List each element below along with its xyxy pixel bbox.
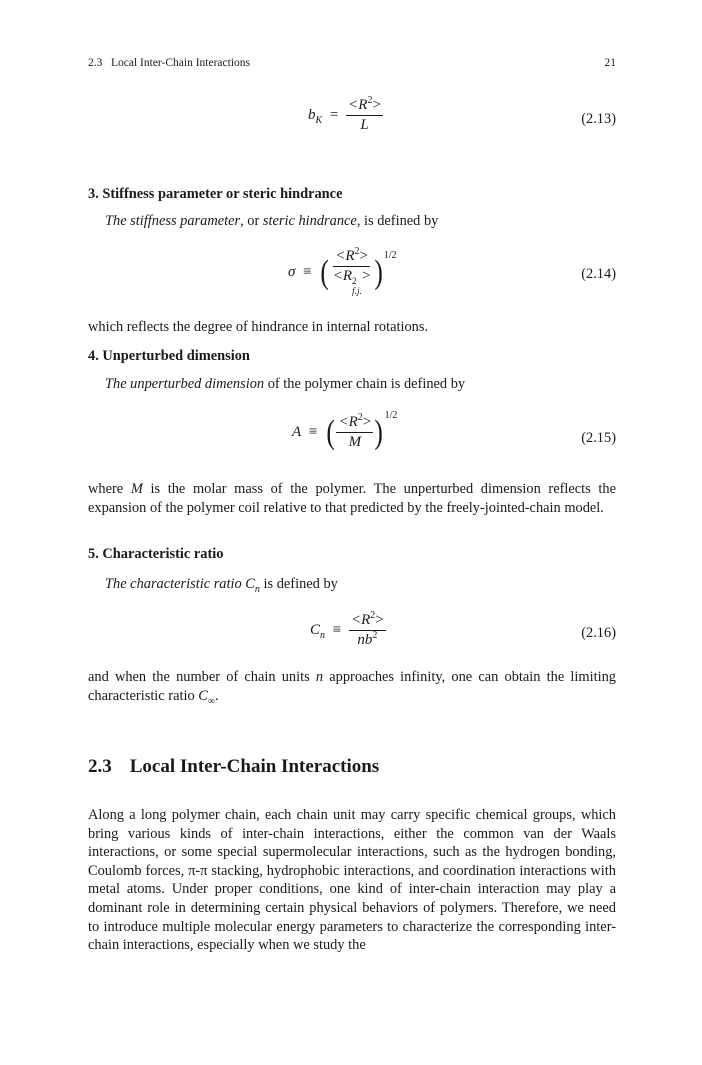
left-paren: (: [320, 253, 330, 291]
eq-exponent: 2: [354, 246, 360, 257]
eq-operator: ≡: [308, 423, 318, 440]
text: , is defined by: [356, 213, 439, 229]
eq-numerator: <R: [338, 414, 358, 430]
eq-operator: ≡: [332, 621, 342, 638]
eq-bracket: >: [362, 414, 372, 430]
right-paren: ): [374, 413, 384, 451]
equation-label-2-16: (2.16): [581, 625, 616, 641]
item-4-after: [88, 480, 616, 517]
section-title: Local Inter-Chain Interactions: [129, 756, 380, 777]
body-paragraph: Along a long polymer chain, each chain unit may carry specific chemical groups, which bring various kinds of inter-chain interactions, either the common van der Waals interactions, or some special supermolecular interactions, such as the hydrogen bonding, Coulomb forces, π-π stacking, hydrophobic interactions, and coordination interactions with metal atoms. Under proper conditions, one kind of inter-chain interaction may play a dominant role in determining certain physical behaviors of polymers. Therefore, we need to introduce multiple molecular energy parameters to characterize the corresponding inter-chain interactions, especially when we study the: [88, 807, 616, 954]
eq-operator: =: [329, 106, 339, 123]
item-4-heading: 4. Unperturbed dimension: [88, 348, 250, 364]
eq-fraction: [331, 248, 373, 297]
eq-numerator: <R: [350, 612, 371, 628]
eq-denominator: M: [348, 434, 362, 450]
text: is defined by: [259, 576, 338, 592]
equation-label-2-14: (2.14): [581, 266, 616, 282]
page-number: 21: [604, 57, 616, 69]
eq-denominator: L: [360, 117, 369, 133]
eq-sub: K: [315, 114, 323, 126]
item-5-intro: [105, 575, 338, 599]
equation-2-16: [310, 612, 386, 649]
eq-lhs: σ: [288, 263, 296, 280]
equation-2-14: [288, 248, 397, 297]
text: approaches infinity, one can obtain the limiting characteristic ratio: [88, 669, 616, 704]
eq-bracket: >: [372, 97, 381, 113]
eq-fraction: [336, 414, 373, 451]
var-n: n: [315, 669, 324, 685]
eq-numerator: <R: [348, 97, 368, 113]
equation-label-2-15: (2.15): [581, 430, 616, 446]
var-m: M: [130, 481, 143, 497]
eq-var: C: [310, 621, 321, 638]
text: , or: [240, 213, 263, 229]
item-4-intro: [105, 375, 465, 394]
term-sub: n: [254, 583, 260, 595]
eq-exponent: 2: [367, 95, 373, 106]
eq-bracket: >: [359, 248, 368, 264]
equation-label-2-13: (2.13): [581, 111, 616, 127]
eq-bracket: >: [362, 268, 371, 284]
eq-exponent: 2: [372, 630, 378, 641]
term-steric: steric hindrance: [262, 213, 357, 229]
item-5-after: [88, 668, 616, 711]
term-unperturbed: The unperturbed dimension: [105, 376, 265, 392]
equation-2-13: [308, 97, 383, 134]
var-c: C: [198, 687, 208, 704]
text: where: [88, 481, 131, 497]
left-paren: (: [326, 413, 336, 451]
eq-subscript: f.j.: [352, 287, 363, 297]
eq-var: b: [308, 106, 316, 123]
eq-sub: n: [320, 629, 326, 641]
eq-denominator: <R: [332, 268, 352, 284]
eq-exponent: 2: [352, 277, 357, 287]
section-number: 2.3: [88, 756, 112, 777]
eq-numerator: <R: [335, 248, 355, 264]
section-heading: [88, 756, 379, 778]
term-characteristic-ratio: The characteristic ratio C: [105, 576, 255, 592]
infinity-sub: ∞: [207, 695, 216, 707]
text: .: [215, 687, 219, 704]
eq-power: 1/2: [384, 409, 398, 421]
equation-2-15: [292, 409, 398, 451]
item-3-heading: 3. Stiffness parameter or steric hindrance: [88, 186, 343, 202]
running-header-section: 2.3 Local Inter-Chain Interactions: [88, 57, 250, 69]
item-5-heading: 5. Characteristic ratio: [88, 546, 224, 562]
text: is the molar mass of the polymer. The unperturbed dimension reflects the expansion of the polymer coil relative to that predicted by the freely-jointed-chain model.: [88, 481, 616, 516]
text: and when the number of chain units: [88, 669, 316, 685]
eq-operator: ≡: [303, 263, 312, 280]
eq-exponent: 2: [357, 412, 363, 423]
term-stiffness: The stiffness parameter: [105, 213, 241, 229]
item-3-intro: [105, 212, 438, 231]
eq-lhs: A: [292, 423, 302, 440]
eq-exponent: 2: [370, 610, 376, 621]
eq-bracket: >: [375, 612, 384, 628]
eq-fraction: [349, 612, 386, 649]
item-3-after: which reflects the degree of hindrance in internal rotations.: [88, 319, 429, 335]
eq-denominator: nb: [357, 632, 373, 648]
right-paren: ): [373, 253, 383, 291]
eq-power: 1/2: [383, 249, 397, 261]
eq-fraction: [346, 97, 383, 134]
text: of the polymer chain is defined by: [264, 376, 466, 392]
